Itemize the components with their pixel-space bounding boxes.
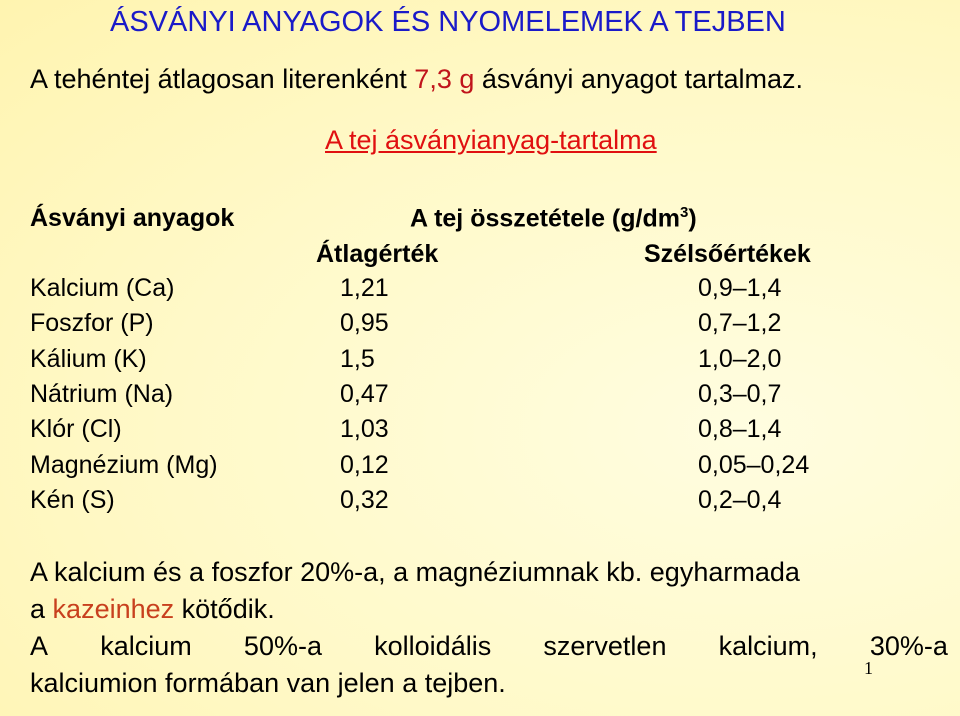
average-value: 0,95 — [340, 309, 389, 337]
mineral-name: Nátrium (Na) — [30, 380, 174, 408]
range-value: 0,05–0,24 — [698, 451, 810, 479]
range-value: 1,0–2,0 — [698, 345, 782, 373]
footer-line-2-before: a — [30, 594, 46, 624]
mineral-name: Magnézium (Mg) — [30, 451, 218, 479]
footer-line-3 — [30, 631, 948, 662]
header-composition-sup: 3 — [679, 204, 689, 221]
mineral-name: Kálium (K) — [30, 345, 147, 373]
footer-word: 30%-a — [869, 631, 948, 661]
mineral-name: Klór (Cl) — [30, 415, 122, 443]
average-value: 0,47 — [340, 380, 389, 408]
range-value: 0,8–1,4 — [698, 415, 782, 443]
intro-text — [30, 64, 803, 95]
header-composition-text: A tej összetétele (g/dm — [410, 204, 680, 233]
intro-after: ásványi anyagot tartalmaz. — [481, 64, 804, 94]
average-value: 1,03 — [340, 415, 389, 443]
header-composition-close: ) — [688, 204, 697, 233]
header-extremes: Szélsőértékek — [644, 240, 811, 268]
footer-line-2 — [30, 594, 275, 625]
header-composition — [410, 204, 697, 233]
range-value: 0,2–0,4 — [698, 486, 782, 514]
range-value: 0,9–1,4 — [698, 274, 782, 302]
average-value: 0,12 — [340, 451, 389, 479]
intro-amount: 7,3 g — [414, 64, 475, 94]
footer-line-1: A kalcium és a foszfor 20%-a, a magnéziumnak kb. egyharmada — [30, 557, 800, 587]
average-value: 1,5 — [340, 345, 375, 373]
intro-before: A tehéntej átlagosan literenként — [30, 64, 407, 94]
footer-word: 50%-a — [243, 631, 322, 661]
footer-word: szervetlen — [543, 631, 667, 661]
kazein-highlight: kazeinhez — [52, 594, 175, 624]
mineral-name: Kén (S) — [30, 486, 115, 514]
mineral-name: Kalcium (Ca) — [30, 274, 175, 302]
page-title: ÁSVÁNYI ANYAGOK ÉS NYOMELEMEK A TEJBEN — [110, 6, 786, 38]
page-number: 1 — [864, 658, 873, 678]
mineral-name: Foszfor (P) — [30, 309, 154, 337]
range-value: 0,7–1,2 — [698, 309, 782, 337]
footer-word: kolloidális — [374, 631, 492, 661]
table-title: A tej ásványianyag-tartalma — [325, 125, 657, 155]
footer-word: A — [30, 631, 49, 661]
footer-word: kalcium, — [718, 631, 818, 661]
footer-line-2-after: kötődik. — [181, 594, 275, 624]
footer-word: kalcium — [100, 631, 192, 661]
average-value: 1,21 — [340, 274, 389, 302]
header-average: Átlagérték — [316, 240, 439, 268]
header-minerals: Ásványi anyagok — [30, 204, 235, 232]
footer-line-4: kalciumion formában van jelen a tejben. — [30, 668, 506, 698]
range-value: 0,3–0,7 — [698, 380, 782, 408]
average-value: 0,32 — [340, 486, 389, 514]
